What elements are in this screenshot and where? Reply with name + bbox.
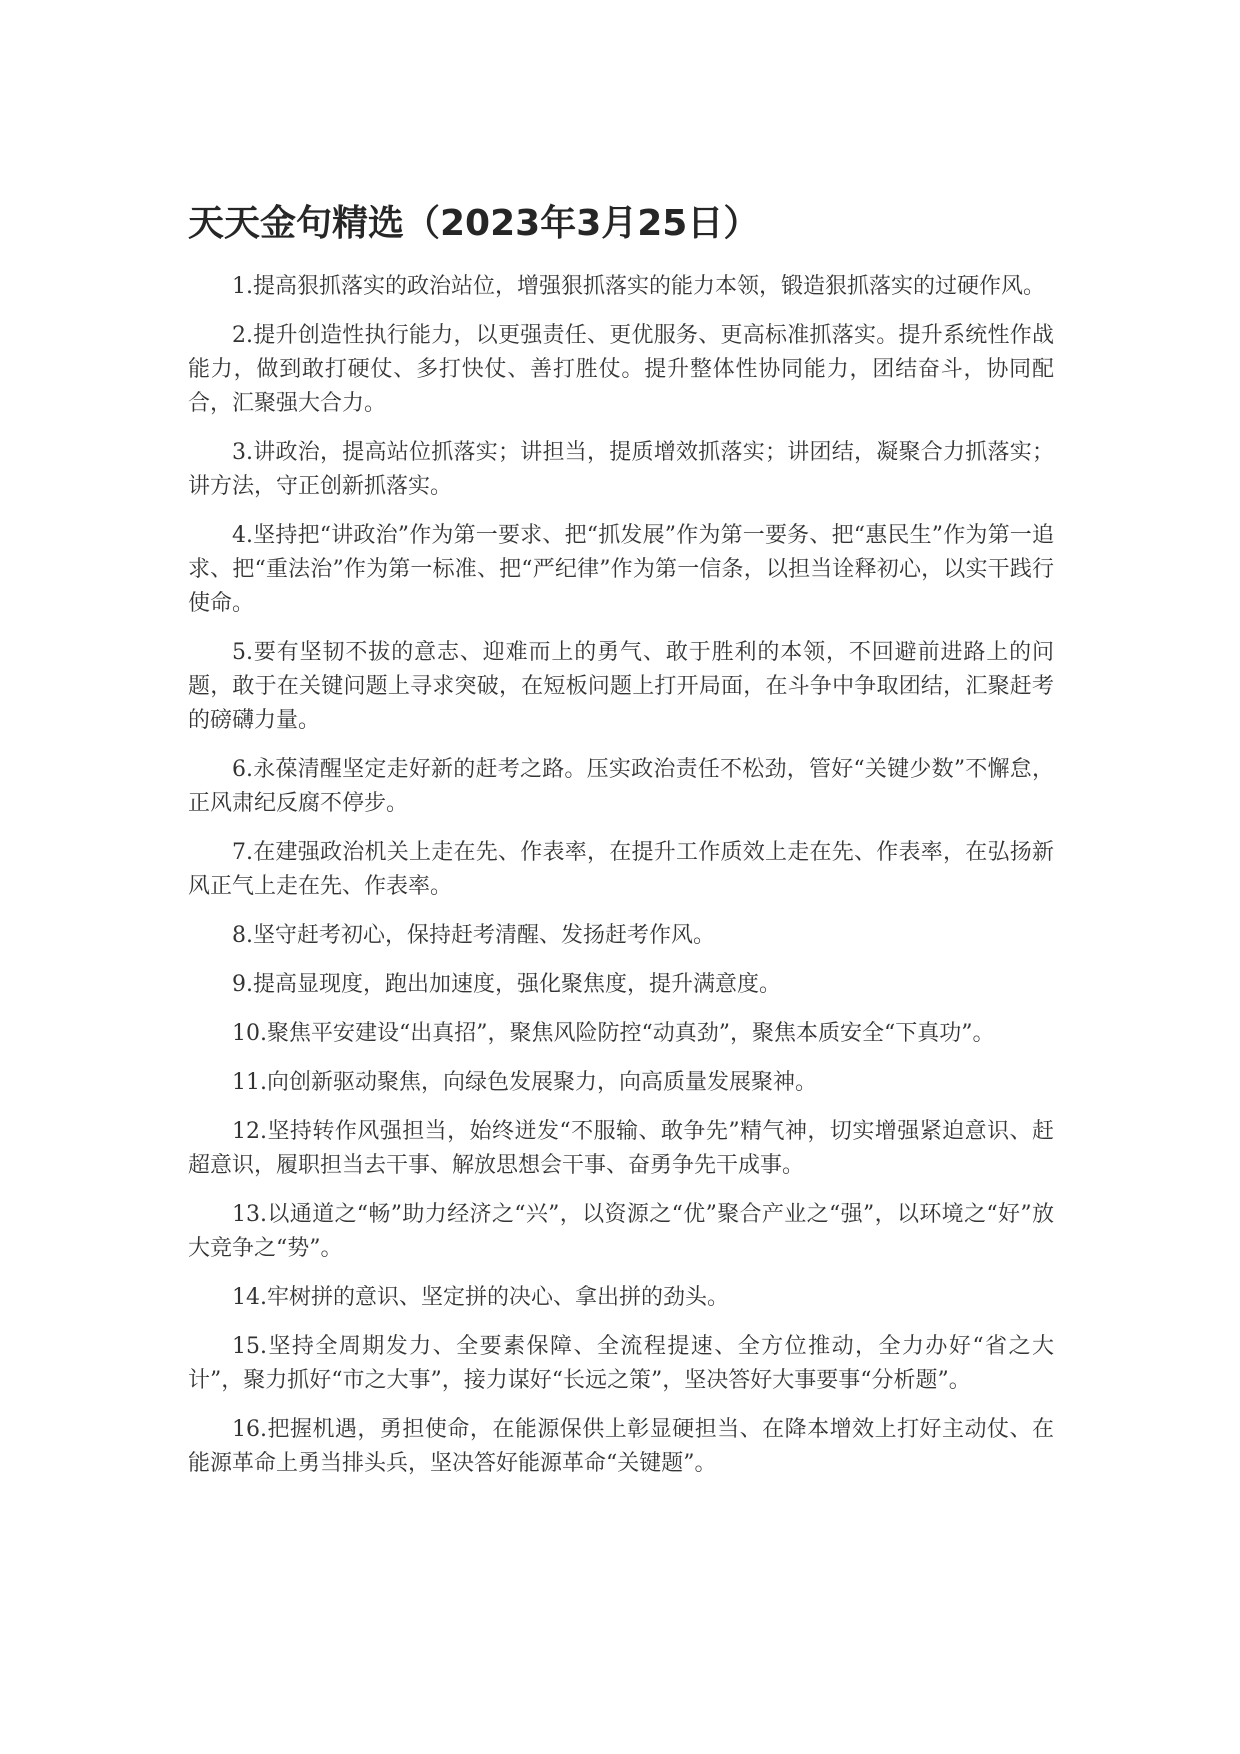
quote-paragraph: 4.坚持把“讲政治”作为第一要求、把“抓发展”作为第一要务、把“惠民生”作为第一追求、把“重法治”作为第一标准、把“严纪律”作为第一信条，以担当诠释初心，以实干践行使命。	[188, 523, 1054, 616]
quote-paragraph: 13.以通道之“畅”助力经济之“兴”，以资源之“优”聚合产业之“强”，以环境之“好”放大竞争之“势”。	[188, 1202, 1054, 1261]
quote-paragraph: 16.把握机遇，勇担使命，在能源保供上彰显硬担当、在降本增效上打好主动仗、在能源革命上勇当排头兵，坚决答好能源革命“关键题”。	[188, 1417, 1054, 1476]
quote-paragraph: 9.提高显现度，跑出加速度，强化聚焦度，提升满意度。	[232, 972, 781, 997]
quote-paragraph: 12.坚持转作风强担当，始终迸发“不服输、敢争先”精气神，切实增强紧迫意识、赶超意识，履职担当去干事、解放思想会干事、奋勇争先干成事。	[188, 1119, 1054, 1178]
quote-paragraph: 7.在建强政治机关上走在先、作表率，在提升工作质效上走在先、作表率，在弘扬新风正气上走在先、作表率。	[188, 840, 1054, 899]
quote-paragraph: 6.永葆清醒坚定走好新的赶考之路。压实政治责任不松劲，管好“关键少数”不懈怠，正风肃纪反腐不停步。	[188, 757, 1054, 816]
document-title: 天天金句精选（2023年3月25日）	[188, 203, 760, 244]
quote-paragraph: 2.提升创造性执行能力，以更强责任、更优服务、更高标准抓落实。提升系统性作战能力，做到敢打硬仗、多打快仗、善打胜仗。提升整体性协同能力，团结奋斗，协同配合，汇聚强大合力。	[188, 323, 1054, 416]
quote-paragraph: 5.要有坚韧不拔的意志、迎难而上的勇气、敢于胜利的本领，不回避前进路上的问题，敢于在关键问题上寻求突破，在短板问题上打开局面，在斗争中争取团结，汇聚赶考的磅礴力量。	[188, 640, 1054, 733]
quote-paragraph: 3.讲政治，提高站位抓落实；讲担当，提质增效抓落实；讲团结，凝聚合力抓落实；讲方法，守正创新抓落实。	[188, 440, 1054, 499]
document-body	[188, 270, 1054, 1496]
quote-paragraph: 1.提高狠抓落实的政治站位，增强狠抓落实的能力本领，锻造狠抓落实的过硬作风。	[232, 274, 1045, 299]
quote-paragraph: 8.坚守赶考初心，保持赶考清醒、发扬赶考作风。	[232, 923, 715, 948]
quote-paragraph: 15.坚持全周期发力、全要素保障、全流程提速、全方位推动，全力办好“省之大计”，聚力抓好“市之大事”，接力谋好“长远之策”，坚决答好大事要事“分析题”。	[188, 1334, 1054, 1393]
quote-paragraph: 10.聚焦平安建设“出真招”，聚焦风险防控“动真劲”，聚焦本质安全“下真功”。	[232, 1021, 995, 1046]
quote-paragraph: 11.向创新驱动聚焦，向绿色发展聚力，向高质量发展聚神。	[232, 1070, 817, 1095]
quote-paragraph: 14.牢树拼的意识、坚定拼的决心、拿出拼的劲头。	[232, 1285, 729, 1310]
